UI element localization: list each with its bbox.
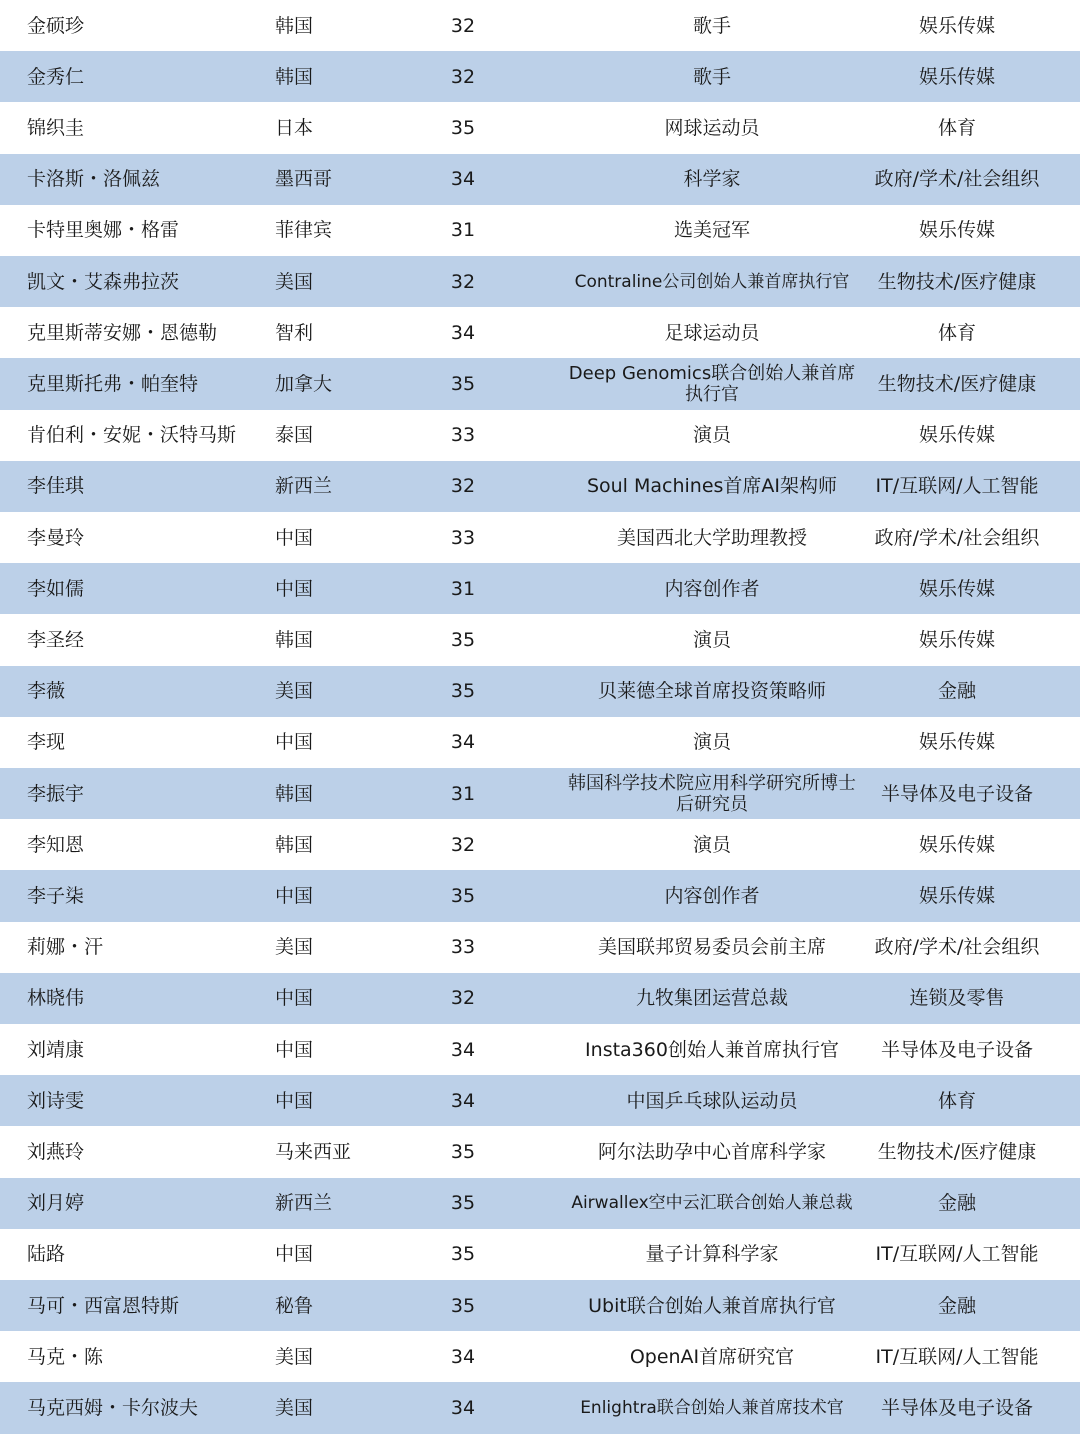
industry-cell: 生物技术/医疗健康 — [877, 1140, 1037, 1163]
country-cell: 美国 — [275, 1396, 314, 1419]
title-cell: 中国乒乓球队运动员 — [626, 1089, 798, 1112]
name-cell: 李佳琪 — [27, 475, 85, 498]
name-cell: 刘靖康 — [27, 1038, 85, 1061]
industry-cell: 娱乐传媒 — [918, 833, 995, 856]
title-cell: 演员 — [692, 628, 731, 651]
age-cell: 31 — [450, 577, 476, 600]
table-row — [0, 358, 1080, 409]
title-cell: Airwallex空中云汇联合创始人兼总裁 — [571, 1193, 853, 1214]
industry-cell: 娱乐传媒 — [918, 65, 995, 88]
title-cell: Ubit联合创始人兼首席执行官 — [588, 1294, 836, 1317]
title-cell: 网球运动员 — [664, 116, 760, 139]
name-cell: 马可・西富恩特斯 — [27, 1294, 180, 1317]
industry-cell: 金融 — [937, 1192, 976, 1215]
age-cell: 31 — [450, 219, 476, 242]
age-cell: 32 — [450, 270, 476, 293]
title-cell: Soul Machines首席AI架构师 — [586, 475, 838, 498]
country-cell: 秘鲁 — [275, 1294, 314, 1317]
age-cell: 33 — [450, 424, 476, 447]
country-cell: 中国 — [275, 577, 314, 600]
table-row — [0, 973, 1080, 1024]
name-cell: 马克西姆・卡尔波夫 — [27, 1396, 199, 1419]
industry-cell: 娱乐传媒 — [918, 628, 995, 651]
table-row — [0, 256, 1080, 307]
name-cell: 金硕珍 — [27, 14, 85, 37]
name-cell: 卡洛斯・洛佩兹 — [27, 168, 161, 191]
industry-cell: 金融 — [937, 680, 976, 703]
country-cell: 中国 — [275, 884, 314, 907]
country-cell: 马来西亚 — [275, 1140, 352, 1163]
table-row — [0, 1024, 1080, 1075]
age-cell: 34 — [450, 168, 476, 191]
industry-cell: IT/互联网/人工智能 — [875, 475, 1039, 498]
table-row — [0, 205, 1080, 256]
name-cell: 林晓伟 — [27, 987, 85, 1010]
name-cell: 李薇 — [27, 680, 66, 703]
table-row — [0, 512, 1080, 563]
table-row — [0, 102, 1080, 153]
title-cell: Enlightra联合创始人兼首席技术官 — [580, 1397, 844, 1418]
title-cell: 九牧集团运营总裁 — [635, 987, 788, 1010]
table-row — [0, 819, 1080, 870]
title-cell: 阿尔法助孕中心首席科学家 — [597, 1140, 826, 1163]
industry-cell: 生物技术/医疗健康 — [877, 372, 1037, 395]
age-cell: 32 — [450, 833, 476, 856]
country-cell: 韩国 — [275, 628, 314, 651]
title-cell: 量子计算科学家 — [645, 1243, 779, 1266]
age-cell: 35 — [450, 372, 476, 395]
industry-cell: 连锁及零售 — [909, 987, 1005, 1010]
title-cell: 贝莱德全球首席投资策略师 — [597, 680, 826, 703]
industry-cell: 半导体及电子设备 — [880, 782, 1033, 805]
name-cell: 李子柒 — [27, 884, 85, 907]
industry-cell: 半导体及电子设备 — [880, 1396, 1033, 1419]
industry-cell: 娱乐传媒 — [918, 424, 995, 447]
industry-cell: 政府/学术/社会组织 — [874, 168, 1040, 191]
table-row — [0, 870, 1080, 921]
name-cell: 克里斯托弗・帕奎特 — [27, 372, 199, 395]
age-cell: 32 — [450, 65, 476, 88]
age-cell: 35 — [450, 1140, 476, 1163]
table-row — [0, 1075, 1080, 1126]
title-cell: 足球运动员 — [664, 321, 760, 344]
country-cell: 菲律宾 — [275, 219, 333, 242]
table-row — [0, 410, 1080, 461]
title-cell: 韩国科学技术院应用科学研究所博士后研究员 — [568, 772, 856, 815]
table-row — [0, 0, 1080, 51]
age-cell: 34 — [450, 1345, 476, 1368]
industry-cell: 娱乐传媒 — [918, 219, 995, 242]
country-cell: 新西兰 — [275, 475, 333, 498]
country-cell: 美国 — [275, 1345, 314, 1368]
name-cell: 金秀仁 — [27, 65, 85, 88]
age-cell: 32 — [450, 475, 476, 498]
age-cell: 35 — [450, 680, 476, 703]
age-cell: 34 — [450, 731, 476, 754]
table-row — [0, 614, 1080, 665]
table-row — [0, 922, 1080, 973]
title-cell: 演员 — [692, 424, 731, 447]
table-row — [0, 51, 1080, 102]
age-cell: 34 — [450, 1089, 476, 1112]
industry-cell: 金融 — [937, 1294, 976, 1317]
age-cell: 31 — [450, 782, 476, 805]
title-cell: 科学家 — [683, 168, 741, 191]
industry-cell: 生物技术/医疗健康 — [877, 270, 1037, 293]
country-cell: 智利 — [275, 321, 314, 344]
table-row — [0, 768, 1080, 819]
table-row — [0, 1382, 1080, 1433]
name-cell: 卡特里奥娜・格雷 — [27, 219, 180, 242]
country-cell: 中国 — [275, 1038, 314, 1061]
table-row — [0, 1178, 1080, 1229]
age-cell: 35 — [450, 1294, 476, 1317]
table-row — [0, 461, 1080, 512]
title-cell: 内容创作者 — [664, 884, 760, 907]
name-cell: 陆路 — [27, 1243, 66, 1266]
country-cell: 韩国 — [275, 65, 314, 88]
age-cell: 33 — [450, 526, 476, 549]
country-cell: 墨西哥 — [275, 168, 333, 191]
industry-cell: 体育 — [937, 116, 976, 139]
industry-cell: 体育 — [937, 1089, 976, 1112]
age-cell: 34 — [450, 321, 476, 344]
country-cell: 中国 — [275, 1243, 314, 1266]
age-cell: 34 — [450, 1396, 476, 1419]
age-cell: 32 — [450, 14, 476, 37]
title-cell: OpenAI首席研究官 — [629, 1345, 795, 1368]
country-cell: 中国 — [275, 1089, 314, 1112]
table-row — [0, 1331, 1080, 1382]
table-row — [0, 1126, 1080, 1177]
industry-cell: 娱乐传媒 — [918, 731, 995, 754]
title-cell: 演员 — [692, 731, 731, 754]
name-cell: 李振宇 — [27, 782, 85, 805]
country-cell: 韩国 — [275, 14, 314, 37]
age-cell: 33 — [450, 936, 476, 959]
country-cell: 日本 — [275, 116, 314, 139]
industry-cell: 娱乐传媒 — [918, 884, 995, 907]
title-cell: 美国联邦贸易委员会前主席 — [597, 936, 826, 959]
name-cell: 李现 — [27, 731, 66, 754]
name-cell: 马克・陈 — [27, 1345, 104, 1368]
table-row — [0, 563, 1080, 614]
table-row — [0, 717, 1080, 768]
age-cell: 35 — [450, 116, 476, 139]
name-cell: 凯文・艾森弗拉茨 — [27, 270, 180, 293]
title-cell: Deep Genomics联合创始人兼首席执行官 — [568, 362, 856, 405]
name-cell: 肯伯利・安妮・沃特马斯 — [27, 424, 237, 447]
industry-cell: 娱乐传媒 — [918, 14, 995, 37]
country-cell: 韩国 — [275, 782, 314, 805]
table-row — [0, 1229, 1080, 1280]
age-cell: 35 — [450, 1243, 476, 1266]
industry-cell: 体育 — [937, 321, 976, 344]
title-cell: 美国西北大学助理教授 — [616, 526, 807, 549]
name-cell: 李曼玲 — [27, 526, 85, 549]
table-row — [0, 307, 1080, 358]
country-cell: 中国 — [275, 987, 314, 1010]
country-cell: 中国 — [275, 731, 314, 754]
industry-cell: 娱乐传媒 — [918, 577, 995, 600]
name-cell: 刘燕玲 — [27, 1140, 85, 1163]
title-cell: 歌手 — [692, 14, 731, 37]
age-cell: 35 — [450, 1192, 476, 1215]
title-cell: 歌手 — [692, 65, 731, 88]
country-cell: 中国 — [275, 526, 314, 549]
age-cell: 35 — [450, 884, 476, 907]
country-cell: 美国 — [275, 936, 314, 959]
name-cell: 克里斯蒂安娜・恩德勒 — [27, 321, 218, 344]
table-row — [0, 666, 1080, 717]
industry-cell: 政府/学术/社会组织 — [874, 936, 1040, 959]
title-cell: 选美冠军 — [673, 219, 750, 242]
name-cell: 莉娜・汗 — [27, 936, 104, 959]
title-cell: 内容创作者 — [664, 577, 760, 600]
country-cell: 加拿大 — [275, 372, 333, 395]
name-cell: 李如儒 — [27, 577, 85, 600]
age-cell: 34 — [450, 1038, 476, 1061]
name-cell: 刘月婷 — [27, 1192, 85, 1215]
table-row — [0, 154, 1080, 205]
age-cell: 32 — [450, 987, 476, 1010]
industry-cell: IT/互联网/人工智能 — [875, 1345, 1039, 1368]
country-cell: 美国 — [275, 270, 314, 293]
country-cell: 泰国 — [275, 424, 314, 447]
title-cell: Insta360创始人兼首席执行官 — [585, 1038, 839, 1061]
country-cell: 美国 — [275, 680, 314, 703]
title-cell: 演员 — [692, 833, 731, 856]
country-cell: 新西兰 — [275, 1192, 333, 1215]
industry-cell: 政府/学术/社会组织 — [874, 526, 1040, 549]
age-cell: 35 — [450, 628, 476, 651]
table-row — [0, 1280, 1080, 1331]
name-cell: 刘诗雯 — [27, 1089, 85, 1112]
industry-cell: IT/互联网/人工智能 — [875, 1243, 1039, 1266]
name-cell: 李知恩 — [27, 833, 85, 856]
name-cell: 李圣经 — [27, 628, 85, 651]
country-cell: 韩国 — [275, 833, 314, 856]
name-cell: 锦织圭 — [27, 116, 85, 139]
industry-cell: 半导体及电子设备 — [880, 1038, 1033, 1061]
title-cell: Contraline公司创始人兼首席执行官 — [574, 271, 850, 292]
